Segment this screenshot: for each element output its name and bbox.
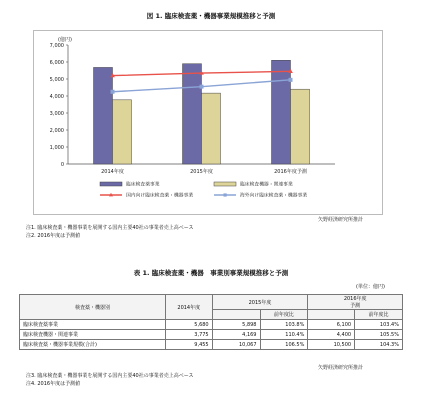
header-item: 検査薬・機器別: [20, 295, 166, 320]
y-tick-label: 0: [60, 161, 64, 168]
row-label: 臨床検査薬事業: [20, 320, 166, 330]
header-2016-value: [308, 310, 355, 320]
cell-2015: 5,898: [212, 320, 260, 330]
legend-swatch: [214, 182, 236, 186]
y-tick-label: 7,000: [49, 42, 64, 49]
header-2014: 2014年度: [165, 295, 212, 320]
y-tick-label: 5,000: [49, 76, 64, 83]
table-unit: (単位：億円): [356, 284, 385, 290]
point-overseas: [289, 78, 293, 82]
bar-reagent: [272, 60, 291, 164]
note-4: 注4. 2016年度は予測値: [26, 381, 81, 387]
header-2016-yoy: 前年度比: [355, 310, 403, 320]
bar-equipment: [113, 100, 132, 164]
header-2016-year: 2016年度: [343, 296, 367, 302]
row-label: 臨床検査機器・関連事業: [20, 330, 166, 340]
cell-2016: 6,100: [308, 320, 355, 330]
point-overseas: [111, 90, 115, 94]
header-2016: [308, 295, 403, 310]
figure-title: 図 1. 臨床検査薬・機器事業規模推移と予測: [146, 12, 276, 20]
legend-label: 海外向け臨床検査薬・機器事業: [240, 193, 308, 199]
header-2016-sub: 予測: [350, 303, 361, 309]
bar-equipment: [202, 93, 221, 164]
table-header-row: [20, 295, 403, 310]
table-source: 矢野経済研究所推計: [318, 365, 364, 371]
y-tick-label: 1,000: [49, 144, 64, 151]
table-row: [20, 320, 403, 330]
cell-2015-yoy: 103.8%: [260, 320, 308, 330]
legend-label: 臨床検査機器・関連事業: [240, 182, 293, 188]
cell-2014: 9,455: [165, 340, 212, 350]
note-3: 注3. 臨床検査薬・機器事業を展開する国内主要40社の事業者売上高ベース: [26, 373, 194, 379]
point-overseas: [200, 85, 204, 89]
cell-2014: 3,775: [165, 330, 212, 340]
y-tick-label: 4,000: [49, 93, 64, 100]
note-1: 注1. 臨床検査薬・機器事業を展開する国内主要40社の事業者売上高ベース: [26, 225, 194, 231]
legend-swatch: [100, 182, 122, 186]
legend-label: 国内向け臨床検査薬・機器事業: [126, 193, 194, 199]
cell-2016-yoy: 104.3%: [355, 340, 403, 350]
cell-2016: 10,500: [308, 340, 355, 350]
y-tick-label: 2,000: [49, 127, 64, 134]
y-axis-label: (億円): [58, 37, 72, 43]
x-tick-label: 2015年度: [190, 169, 213, 175]
bar-reagent: [183, 64, 202, 164]
header-2015-yoy: 前年度比: [260, 310, 308, 320]
table-row: [20, 330, 403, 340]
cell-2016-yoy: 103.4%: [355, 320, 403, 330]
x-tick-label: 2014年度: [101, 169, 124, 175]
chart-source: 矢野経済研究所推計: [318, 217, 364, 223]
row-label: 臨床検査薬・機器事業規模(合計): [20, 340, 166, 350]
legend-label: 臨床検査薬事業: [126, 182, 160, 188]
cell-2015: 4,169: [212, 330, 260, 340]
bar-reagent: [94, 67, 113, 164]
table-title: 表 1. 臨床検査薬・機器 事業別事業規模推移と予測: [133, 269, 289, 277]
legend-marker: [224, 193, 227, 196]
cell-2015-yoy: 110.4%: [260, 330, 308, 340]
cell-2015-yoy: 106.5%: [260, 340, 308, 350]
bar-equipment: [291, 89, 310, 164]
table-row: [20, 340, 403, 350]
header-2015-value: [212, 310, 260, 320]
cell-2015: 10,067: [212, 340, 260, 350]
header-2015: 2015年度: [212, 295, 308, 310]
y-tick-label: 6,000: [49, 59, 64, 66]
note-2: 注2. 2016年度は予測値: [26, 233, 81, 239]
data-table: [19, 294, 403, 350]
y-tick-label: 3,000: [49, 110, 64, 117]
cell-2014: 5,680: [165, 320, 212, 330]
x-tick-label: 2016年度予測: [274, 169, 307, 175]
cell-2016-yoy: 105.5%: [355, 330, 403, 340]
cell-2016: 4,400: [308, 330, 355, 340]
